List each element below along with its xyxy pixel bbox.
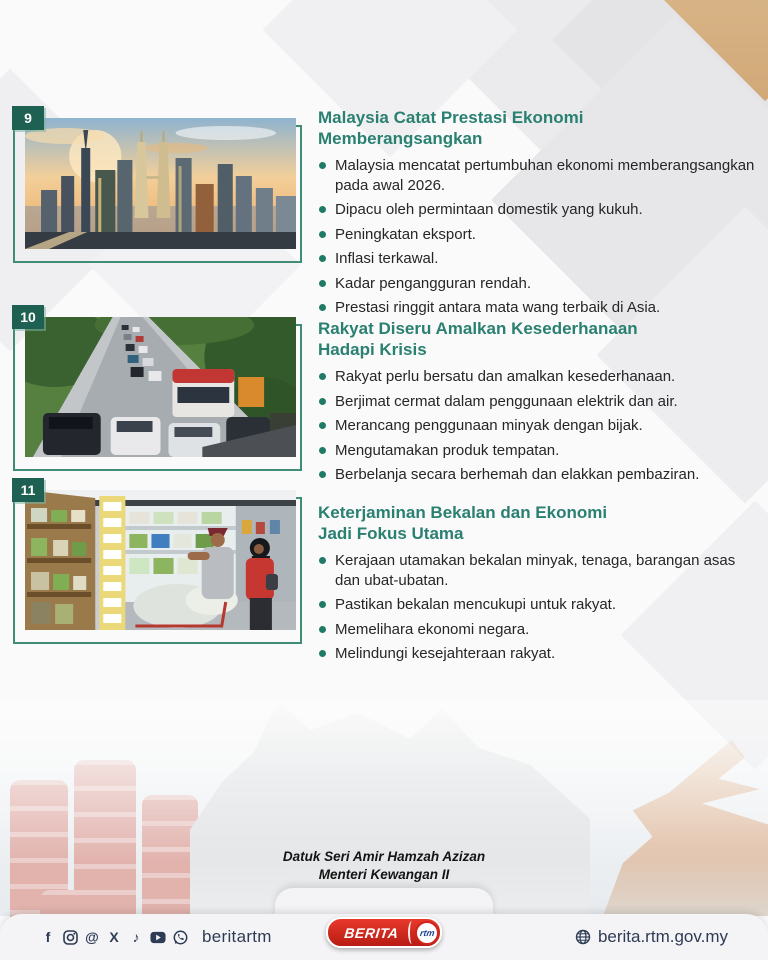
bullet-dot [319,206,326,213]
bullet-item [318,551,760,590]
bullet-text: Dipacu oleh permintaan domestik yang kukuh. [335,201,643,219]
title-line-2: Memberangsangkan [318,128,483,148]
bullet-text: Berbelanja secara berhemah dan elakkan pembaziran. [335,466,700,484]
supermarket-shoppers-photo [25,490,296,630]
threads-icon[interactable]: @ [85,929,99,945]
bullet-text: Pastikan bekalan mencukupi untuk rakyat. [335,596,616,614]
bullet-dot [319,447,326,454]
title-line-1: Keterjaminan Bekalan dan Ekonomi [318,503,608,522]
bullet-text: Kadar pengangguran rendah. [335,274,531,292]
bullet-text: Memelihara ekonomi negara. [335,620,530,638]
bullet-text: Berjimat cermat dalam penggunaan elektrik dan air. [335,392,678,410]
instagram-icon[interactable] [62,929,78,945]
bullet-item [318,367,760,387]
website-group [575,927,728,947]
attribution-name: Datuk Seri Amir Hamzah Azizan [282,849,486,864]
bullet-dot [319,162,326,169]
section-10 [0,309,760,490]
bullet-dot [319,398,326,405]
title-line-2: Hadapi Krisis [318,339,427,359]
bullet-item [318,392,760,412]
bullet-dot [319,304,326,311]
x-icon[interactable]: X [109,929,119,945]
title-line-1: Rakyat Diseru Amalkan Kesederhanaan [318,319,638,338]
berita-logo-text: BERITA [343,924,400,941]
youtube-icon[interactable] [150,929,166,945]
section-11-bullets [318,551,760,664]
bullet-item [318,225,760,245]
section-9-text [318,106,760,323]
section-number-badge: 10 [12,305,44,329]
section-9-photo-column [24,110,296,249]
section-10-text [318,315,760,490]
highway-traffic-jam-photo [25,317,296,457]
bullet-text: Kerajaan utamakan bekalan minyak, tenaga, barangan asas dan ubat-ubatan. [335,552,736,589]
section-10-photo-column [20,309,296,457]
bullet-item [318,249,760,269]
bullet-text: Mengutamakan produk tempatan. [335,441,560,459]
attribution [0,848,768,884]
social-handle[interactable]: beritartm [202,927,272,946]
bullet-dot [319,255,326,262]
bullet-text: Inflasi terkawal. [335,250,439,268]
section-number-badge: 9 [12,106,44,130]
bullet-item [318,156,760,195]
bullet-dot [319,557,326,564]
bullet-text: Malaysia mencatat pertumbuhan ekonomi memberangsangkan pada awal 2026. [335,157,755,194]
kuala-lumpur-skyline-photo [25,118,296,249]
bullet-dot [319,373,326,380]
title-line-1: Malaysia Catat Prestasi Ekonomi [318,108,584,127]
bullet-dot [319,422,326,429]
bullet-dot [319,650,326,657]
section-10-bullets [318,367,760,485]
bullet-dot [319,626,326,633]
bullet-item [318,416,760,436]
bullet-text: Peningkatan eksport. [335,225,476,243]
logo-swoosh [408,921,416,944]
bullet-item [318,465,760,485]
bullet-text: Melindungi kesejahteraan rakyat. [335,645,556,663]
tiktok-icon[interactable]: ♪ [132,929,140,945]
bullet-item [318,595,760,615]
bullet-dot [319,601,326,608]
section-10-title [318,319,760,360]
rtm-logo-circle [415,921,439,945]
globe-icon [575,929,591,945]
bullet-text: Rakyat perlu bersatu dan amalkan kesederhanaan. [335,368,676,386]
section-11-text [318,487,760,669]
title-line-2: Jadi Fokus Utama [318,523,464,543]
bullet-item [318,644,760,664]
bullet-item [318,200,760,220]
bullet-dot [319,280,326,287]
section-11 [0,482,760,669]
section-number-badge: 11 [12,478,44,502]
bullet-text: Merancang penggunaan minyak dengan bijak. [335,417,643,435]
website-url[interactable]: berita.rtm.gov.my [597,927,728,946]
bullet-dot [319,231,326,238]
section-9-bullets [318,156,760,318]
section-11-title [318,503,760,544]
facebook-icon[interactable]: f [45,929,51,945]
bullet-item [318,274,760,294]
social-group [40,927,272,947]
rtm-logo-text: rtm [419,927,435,938]
section-11-photo-column [20,482,296,630]
bullet-item [318,441,760,461]
attribution-title: Menteri Kewangan II [318,867,450,883]
bullet-text: Prestasi ringgit antara mata wang terbaik di Asia. [335,299,661,317]
section-9 [0,106,760,323]
whatsapp-icon[interactable] [172,929,188,945]
berita-rtm-logo [326,917,442,948]
bullet-item [318,620,760,640]
bullet-dot [319,471,326,478]
section-9-title [318,108,760,149]
